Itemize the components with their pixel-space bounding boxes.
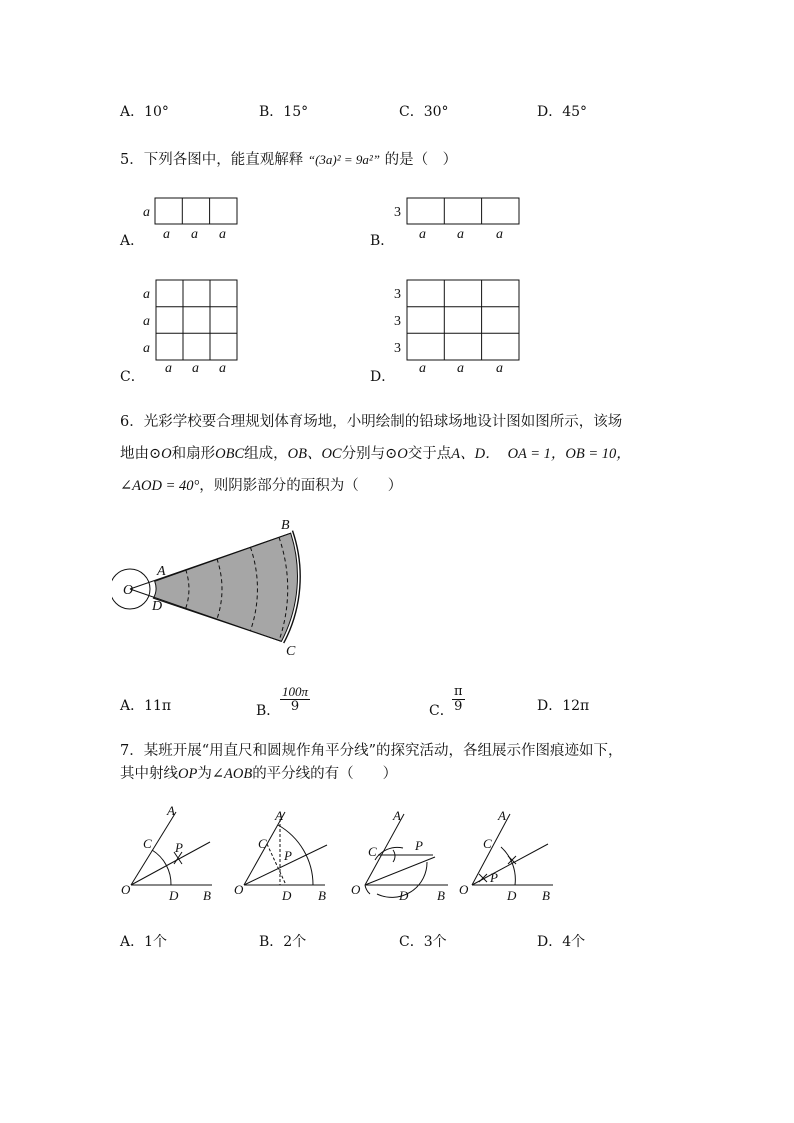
q7-fig3-label-d: D (399, 888, 409, 903)
q6-option-a: A．11π (120, 698, 172, 714)
q7-fig2-label-p: P (284, 848, 292, 863)
q7-fig1-label-p: P (175, 840, 183, 855)
q7-fig4-label-a: A (498, 808, 506, 823)
q6-option-b-numerator: 100π (282, 684, 309, 699)
q6-label-d: D (152, 599, 163, 614)
q7-fig2-label-c: C (258, 836, 267, 851)
q6-text: 交于点 (407, 446, 452, 462)
q6-option-b-fraction (280, 685, 310, 714)
q5-b-bottom-label: a (419, 227, 426, 242)
q7-stem-line1: 7．某班开展“用直尺和圆规作角平分线”的探究活动，各组展示作图痕迹如下， (120, 743, 623, 759)
q6-text: 地由 (120, 446, 149, 462)
q5-d-side-label: 3 (394, 314, 401, 329)
q7-fig4-label-d: D (507, 888, 517, 903)
q5-d-bottom-label: a (419, 361, 426, 376)
q6-lengths: OA = 1，OB = 10， (507, 446, 631, 462)
q5-d-grid (407, 280, 519, 360)
q5-a-grid (155, 198, 237, 224)
q5-c-side-label: a (143, 341, 150, 356)
q5-c-side-label: a (143, 314, 150, 329)
q4-option-c: C．30° (399, 104, 449, 120)
q7-fig4-label-p: P (490, 870, 498, 885)
q6-shaded-region (153, 533, 297, 641)
q6-sector-name: OBC (215, 446, 245, 462)
q7-fig1-label-b: B (203, 888, 211, 903)
q7-fig4-label-c: C (483, 836, 492, 851)
q6-label-a: A (157, 564, 166, 579)
q7-option-d: D．4个 (537, 934, 586, 950)
q5-option-b-label: B． (370, 233, 395, 249)
q4-option-d: D．45° (537, 104, 588, 120)
q5-b-bottom-label: a (457, 227, 464, 242)
q5-c-side-label: a (143, 287, 150, 302)
q6-option-c-label: C． (429, 703, 454, 719)
q6-label-o: O (123, 583, 134, 598)
q5-b-bottom-label: a (496, 227, 503, 242)
q5-formula: “(3a)² = 9a²” (307, 152, 381, 167)
q5-option-c-label: C． (120, 369, 145, 385)
q6-option-c-denominator: 9 (454, 699, 463, 714)
q5-option-a-label: A． (120, 233, 145, 249)
q7-fig3-label-c: C (368, 844, 377, 859)
q5-option-d-label: D． (370, 369, 396, 385)
q5-d-bottom-label: a (457, 361, 464, 376)
q5-a-bottom-label: a (163, 227, 170, 242)
q7-fig1-label-o: O (121, 882, 131, 897)
q6-option-c-fraction (452, 685, 465, 714)
q5-a-side-label: a (143, 205, 150, 220)
q6-option-b-denominator: 9 (290, 699, 300, 714)
q5-stem-before: 5．下列各图中，能直观解释 (120, 152, 304, 168)
q6-angle: ∠AOD = 40° (120, 478, 200, 494)
q7-fig4-label-o: O (459, 882, 469, 897)
q7-fig3-label-o: O (351, 882, 361, 897)
q6-stem-line1: 6．光彩学校要合理规划体育场地，小明绘制的铅球场地设计图如图所示，该场 (120, 414, 623, 430)
q7-fig3-label-a: A (393, 808, 401, 823)
q7-text: 的平分线的有（ ） (252, 766, 398, 782)
q7-fig4-label-b: B (542, 888, 550, 903)
q6-label-c: C (286, 644, 296, 659)
q7-option-a: A．1个 (120, 934, 168, 950)
q5-c-grid (156, 280, 237, 360)
q7-fig2-label-a: A (275, 808, 283, 823)
q5-d-side-label: 3 (394, 341, 401, 356)
q7-text: 其中射线 (120, 766, 178, 782)
q7-stem-line2 (120, 764, 397, 784)
q7-fig1-label-a: A (167, 803, 175, 818)
q6-stem-line2 (120, 444, 631, 464)
q5-b-grid (407, 198, 519, 224)
q5-d-bottom-label: a (496, 361, 503, 376)
q5-stem-after: 的是（ ） (384, 152, 458, 168)
q5-d-side-label: 3 (394, 287, 401, 302)
q7-ray-op: OP (178, 766, 198, 782)
q7-figure-3 (365, 814, 448, 897)
q7-figures (115, 802, 565, 907)
q5-stem (120, 150, 457, 170)
q6-text: 组成， (244, 446, 288, 462)
q7-text: 为 (197, 766, 212, 782)
q5-a-bottom-label: a (219, 227, 226, 242)
q6-option-b-label: B． (256, 703, 281, 719)
q6-segments: OB、OC (287, 446, 342, 462)
q7-fig2-label-b: B (318, 888, 326, 903)
q7-angle: ∠AOB (211, 766, 253, 782)
q4-option-b: B．15° (259, 104, 309, 120)
q6-stem-line3 (120, 476, 402, 496)
q6-points: A、D． (451, 446, 500, 462)
q6-label-b: B (281, 518, 290, 533)
q6-text: ，则阴影部分的面积为（ ） (199, 478, 403, 494)
q6-option-c-numerator: π (454, 684, 463, 699)
q7-fig1-label-c: C (143, 836, 152, 851)
q6-text: 分别与 (341, 446, 386, 462)
q7-fig2-label-d: D (282, 888, 292, 903)
q6-text: 和扇形 (171, 446, 216, 462)
q7-option-c: C．3个 (399, 934, 447, 950)
q5-c-bottom-label: a (165, 361, 172, 376)
q4-option-a: A．10° (120, 104, 169, 120)
q7-fig1-label-d: D (169, 888, 179, 903)
q5-a-bottom-label: a (191, 227, 198, 242)
q5-figures (110, 188, 540, 388)
q7-fig2-label-o: O (234, 882, 244, 897)
q7-fig3-label-p: P (415, 838, 423, 853)
q7-fig3-label-b: B (437, 888, 445, 903)
q6-sector-figure (112, 512, 312, 662)
q5-b-side-label: 3 (394, 205, 401, 220)
q7-option-b: B．2个 (259, 934, 307, 950)
q5-c-bottom-label: a (192, 361, 199, 376)
q6-option-d: D．12π (537, 698, 590, 714)
q5-c-bottom-label: a (219, 361, 226, 376)
q6-circle-o: ⊙O (149, 446, 172, 462)
q6-circle-o: ⊙O (385, 446, 408, 462)
